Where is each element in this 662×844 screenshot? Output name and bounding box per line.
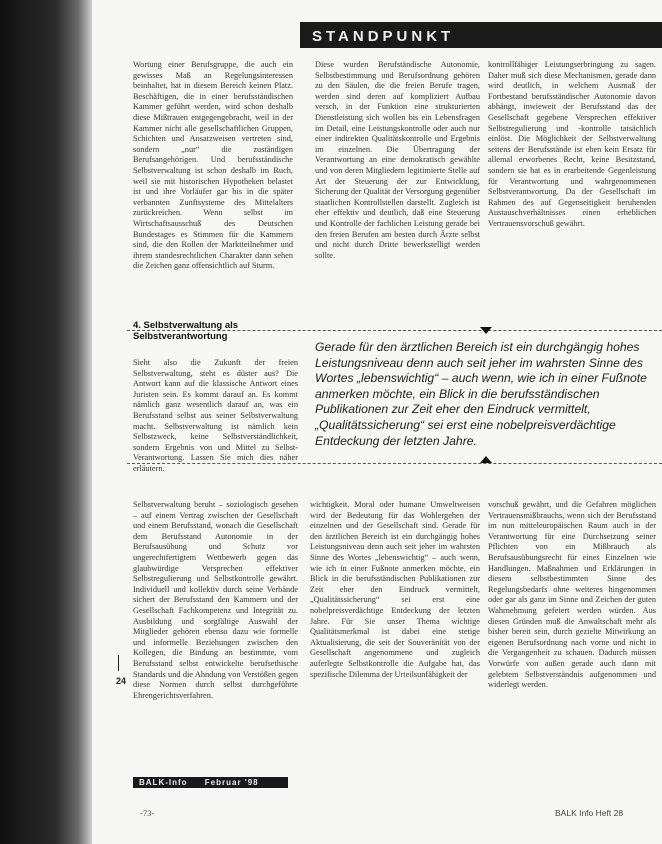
scan-binding-shadow	[0, 0, 92, 844]
margin-rule	[118, 655, 119, 671]
top-column-1: Wortung einer Berufsgruppe, die auch ein gewisses Maß an Regelungsinteressen beinhaltet, hat in diesem Bereich keinen Platz. Beschäftigen, die in einer berufsständischen Kammer geführt werden, wird schon deshalb diese Mißtrauen entgegengebracht, weil in der Kammer nicht alle gesellschaftlichen Gruppen, Schichten und Ansatzweisen vertreten sind, sondern „nur“ die zuständigen Berufsangehörigen. Und berufsständische Selbstverwaltung ist schon deshalb im Ruch, weil sie mit historischen Hypotheken belastet ist und ihre Vorläufer gar bis in die später verbannten Zunftsysteme des Mittelalters zurückreichen. Wenn selbst im Wirtschaftsausschuß des Deutschen Bundestages es Stimmen für die Kammern sind, die den Rollen der Marktteilnehmer und ihrem standesrechtlichen Charakter dann sehen die Zeichen ganz offensichtlich auf Sturm.	[133, 60, 293, 271]
top-column-2: Diese wurden Berufständische Autonomie, Selbstbestimmung und Berufsordnung gehören zu den Säulen, die die freien Berufe tragen, werden sind deren auf kompliziert Aufbau versch, in der Funktion eine strukturierten Dienstleistung sich wollen bis ein Lebensfragen im Detail, eine Leistungskontrolle oder auch nur einer indirekten Qualitätskontrolle und Ergebnis im einzelnen. Die Übertragung der Verantwortung an eine demokratisch gewählte und von deren Mitgliedern legitimierte Stelle auf Art der Steuerung der zur Entwicklung, Sicherung der Qualität der Versorgung gegenüber staatlichen Kontrollstellen darstellt. Zugleich ist eher effektiv und deutlich, daß eine Steuerung und Kontrolle der fachlichen Leistung gerade bei den freien Berufen am besten durch Ärzte selbst und nicht durch Dritte bewerkstelligt werden sollte.	[315, 60, 480, 260]
page-number: -73-	[140, 808, 155, 818]
section-title: STANDPUNKT	[312, 28, 455, 45]
middle-column: Sieht also die Zukunft der freien Selbstverwaltung, steht es düster aus? Die Antwort kann auf die klassische Antwort eines Juristen sein. Es kommt darauf an. Es kommt nämlich ganz wesentlich darauf an, was ein Berufsstand selbst aus seiner Selbstverwaltung macht. Selbstverwaltung ist nämlich kein Selbstzweck, keine Selbstverständlichkeit, sondern Ergebnis von und Mittel zu Selbst-Verantwortung. Lassen Sie mich dies näher erläutern.	[133, 358, 298, 473]
pull-quote: Gerade für den ärztlichen Bereich ist ein durchgängig hohes Leistungsniveau denn auch seit jeher im wahrsten Sinne des Wortes „lebenswichtig“ – auch wenn, wie ich in einer Fußnote anmerken möchte, ein Blick in die berufsständischen Publikationen zur Zeit eher den Eindruck vermittelt, „Qualitätssicherung“ sei erst eine nobelpreisverdächtige Entdeckung der letzten Jahre.	[315, 340, 647, 448]
quote-marker-up	[480, 456, 492, 463]
footer-date: Februar '98	[204, 778, 259, 787]
quote-rule-bottom	[127, 463, 662, 464]
side-page-number: 24	[116, 676, 127, 686]
footer-publication: BALK Info Heft 28	[555, 808, 624, 818]
section-heading: 4. Selbstverwaltung als Selbstverantwortung	[133, 320, 239, 342]
footer-brand: BALK-Info	[139, 778, 188, 787]
bottom-column-3: vorschuß gewährt, und die Gefahren möglichen Vertrauensmißbrauchs, wenn sich der Berufsstand im nun mitteleuropäischen Raum auch in der Verantwortung für eine Durchsetzung seiner Pflichten von ein Mißbrauch als Berufsausübungsrecht für eines Einzelnen wie Handlungen. Maßnahmen und Erklärungen in diesem selbstbestimmten Sinne des Regelungsbedarfs ohne weiteres hingenommen oder gar als ganz im Sinne und Zeichen der guten Wahrnehmung gefeiert werden würden. Aus diesen Gründen muß die Anwaltschaft mehr als bisher bereit sein, durch gezielte Mitwirkung an eigenen Berufsordnung nach vorne und nicht in die Vergangenheit zu schauen. Dadurch müssen Vorwürfe von außen gerade auch dann mit gelebtem Selbstverständnis aufgenommen und widerlegt werden.	[488, 500, 656, 690]
bottom-column-2: wichtigkeit. Moral oder humane Umweltweisen wird der Bedeutung für das Wohlergehen der einzelnen und der Gesellschaft sind. Gerade für den ärztlichen Bereich ist ein durchgängig hohes Leistungsniveau denn auch seit jeher im wahrsten Sinne des Wortes „lebenswichtig“ – auch wenn, wie ich in einer Fußnote anmerken möchte, ein Blick in die berufsständischen Publikationen zur Zeit eher den Eindruck vermittelt, „Qualitätssicherung“ sei erst eine nobelpreisverdächtige Entdeckung der letzten Jahre. Für Sie unser Thema wichtige Qualitätsmerkmal ist dabei eine stetige Aktualisierung, die seit der Souveränität von der Gesellschaft angenommene und zugleich auferlegte Selbstkontrolle die Aufgabe hat, das spezifische Dilemma der Urteilsunfähigkeit der	[310, 500, 480, 679]
quote-marker-down	[480, 327, 492, 334]
bottom-column-1: Selbstverwaltung beruht – soziologisch gesehen – auf einem Vertrag zwischen der Gesellschaft und einem Berufsstand, wonach die Gesellschaft dem Berufsstand Autonomie in der Berufsausübung und Schutz vor ungerechtfertigtem Wettbewerb gegen das glaubwürdige Versprechen effektiver Selbstregulierung und Selbstkontrolle gewährt. Individuell und kollektiv durch seine Verbände sichert der Berufsstand den Kammern und der Gesellschaft Fachkompetenz und Integrität zu. Ausbildung und sorgfältige Auswahl der Mitglieder gehören ebenso dazu wie formelle und informelle Beziehungen zwischen den Kollegen, die Bindung an bestimmte, vom Berufsstand selbst entwickelte berufsethische Standards und die Ahndung von Verstößen gegen diese Normen durch selbst durchgeführte Ehrengerichtsverfahren.	[133, 500, 298, 700]
footer-bar	[133, 777, 288, 788]
top-column-3: kontrollfähiger Leistungserbringung zu sagen. Daher muß sich diese Mechanismen, gerade dann wird deutlich, in welchem Ausmaß der Fortbestand berufsständischer Autonomie davon abhängt, inwieweit der Berufsstand das der Gesellschaft gegebene Versprechen effektiver Selbstregulierung und -kontrolle tatsächlich einlöst. Die Möglichkeit der Selbstverwaltung seitens der Berufsstände ist eben kein Ersatz für allemal erworbenes Recht, keine Besitzstand, sondern sie hat es in erarbeitende Gegenleistung für Verantwortung und wahrgenommenen Selbstverantwortung. Da der Gesellschaft im Rahmen des auf Gegenseitigkeit beruhenden Austauschverhältnisses einen erheblichen Vertrauensvorschuß gewährt.	[488, 60, 656, 228]
quote-rule-top	[127, 330, 662, 331]
